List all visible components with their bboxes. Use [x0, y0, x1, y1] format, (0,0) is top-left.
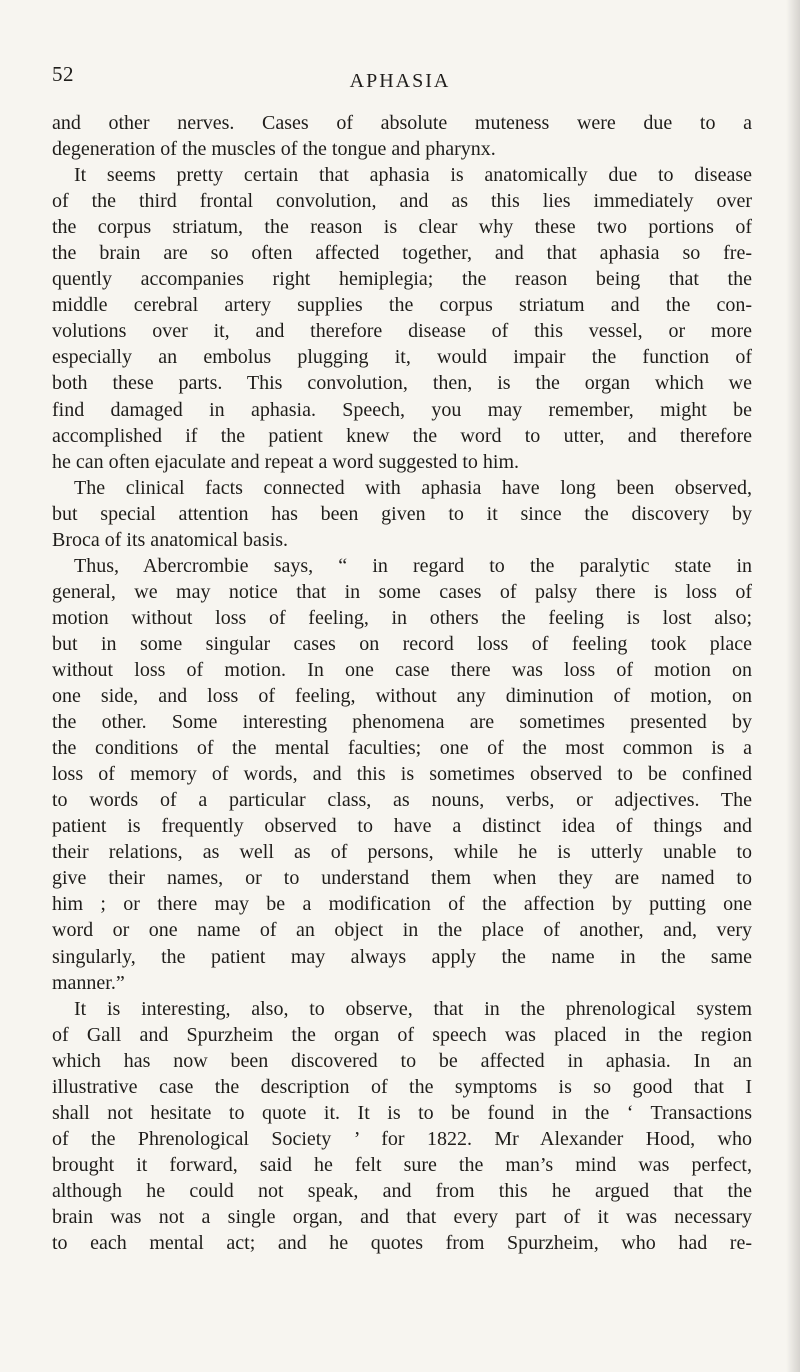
text-line: especially an embolus plugging it, would impair the function of	[52, 346, 752, 369]
text-line: although he could not speak, and from this he argued that the	[52, 1179, 752, 1202]
text-line: of Gall and Spurzheim the organ of speech was placed in the region	[52, 1023, 752, 1046]
text-line: general, we may notice that in some cases of palsy there is loss of	[52, 580, 752, 603]
text-line: Broca of its anatomical basis.	[52, 528, 289, 551]
text-line: middle cerebral artery supplies the corpus striatum and the con-	[52, 294, 752, 317]
text-line: quently accompanies right hemiplegia; the reason being that the	[52, 268, 752, 291]
text-line: to each mental act; and he quotes from Spurzheim, who had re-	[52, 1232, 752, 1255]
text-line: the brain are so often affected together, and that aphasia so fre-	[52, 242, 752, 265]
text-line: It is interesting, also, to observe, that in the phrenological system	[74, 997, 752, 1020]
running-head: APHASIA	[349, 70, 451, 92]
text-line: brain was not a single organ, and that every part of it was necessary	[52, 1205, 752, 1228]
text-line: but special attention has been given to it since the discovery by	[52, 502, 752, 525]
text-line: he can often ejaculate and repeat a word suggested to him.	[52, 450, 520, 473]
text-line: of the Phrenological Society ’ for 1822. Mr Alexander Hood, who	[52, 1127, 752, 1150]
text-line: illustrative case the description of the symptoms is so good that I	[52, 1075, 752, 1098]
text-line: motion without loss of feeling, in others the feeling is lost also;	[52, 606, 752, 629]
page-number: 52	[52, 62, 74, 86]
text-line: without loss of motion. In one case there was loss of motion on	[52, 658, 752, 681]
body-text	[52, 110, 752, 1256]
text-line: to words of a particular class, as nouns, verbs, or adjectives. The	[52, 789, 752, 812]
text-line: manner.”	[52, 971, 125, 994]
text-line: brought it forward, said he felt sure the man’s mind was perfect,	[52, 1153, 752, 1176]
text-line: give their names, or to understand them when they are named to	[52, 867, 752, 890]
text-line: both these parts. This convolution, then, is the organ which we	[52, 372, 752, 395]
text-line: the other. Some interesting phenomena are sometimes presented by	[52, 711, 752, 734]
text-line: but in some singular cases on record loss of feeling took place	[52, 632, 752, 655]
text-line: which has now been discovered to be affected in aphasia. In an	[52, 1049, 752, 1072]
text-line: their relations, as well as of persons, while he is utterly unable to	[52, 841, 752, 864]
text-line: The clinical facts connected with aphasia have long been observed,	[74, 476, 752, 499]
text-line: singularly, the patient may always apply the name in the same	[52, 945, 752, 968]
text-line: shall not hesitate to quote it. It is to be found in the ‘ Transactions	[52, 1101, 752, 1124]
text-line: find damaged in aphasia. Speech, you may remember, might be	[52, 398, 752, 421]
text-line: the conditions of the mental faculties; one of the most common is a	[52, 737, 752, 760]
text-line: word or one name of an object in the place of another, and, very	[52, 919, 752, 942]
text-line: patient is frequently observed to have a distinct idea of things and	[52, 815, 752, 838]
text-line: the corpus striatum, the reason is clear why these two portions of	[52, 216, 752, 239]
text-line: degeneration of the muscles of the tongue and pharynx.	[52, 138, 496, 161]
text-line: one side, and loss of feeling, without any diminution of motion, on	[52, 685, 752, 708]
text-line: of the third frontal convolution, and as this lies immediately over	[52, 190, 752, 213]
text-line: loss of memory of words, and this is sometimes observed to be confined	[52, 763, 752, 786]
text-line: and other nerves. Cases of absolute muteness were due to a	[52, 112, 752, 134]
text-line: volutions over it, and therefore disease of this vessel, or more	[52, 320, 752, 343]
page-edge-shadow	[786, 0, 800, 1372]
text-line: accomplished if the patient knew the word to utter, and therefore	[52, 424, 752, 447]
text-line: him ; or there may be a modification of the affection by putting one	[52, 893, 752, 916]
text-line: Thus, Abercrombie says, “ in regard to the paralytic state in	[74, 554, 752, 577]
text-line: It seems pretty certain that aphasia is anatomically due to disease	[74, 164, 752, 187]
